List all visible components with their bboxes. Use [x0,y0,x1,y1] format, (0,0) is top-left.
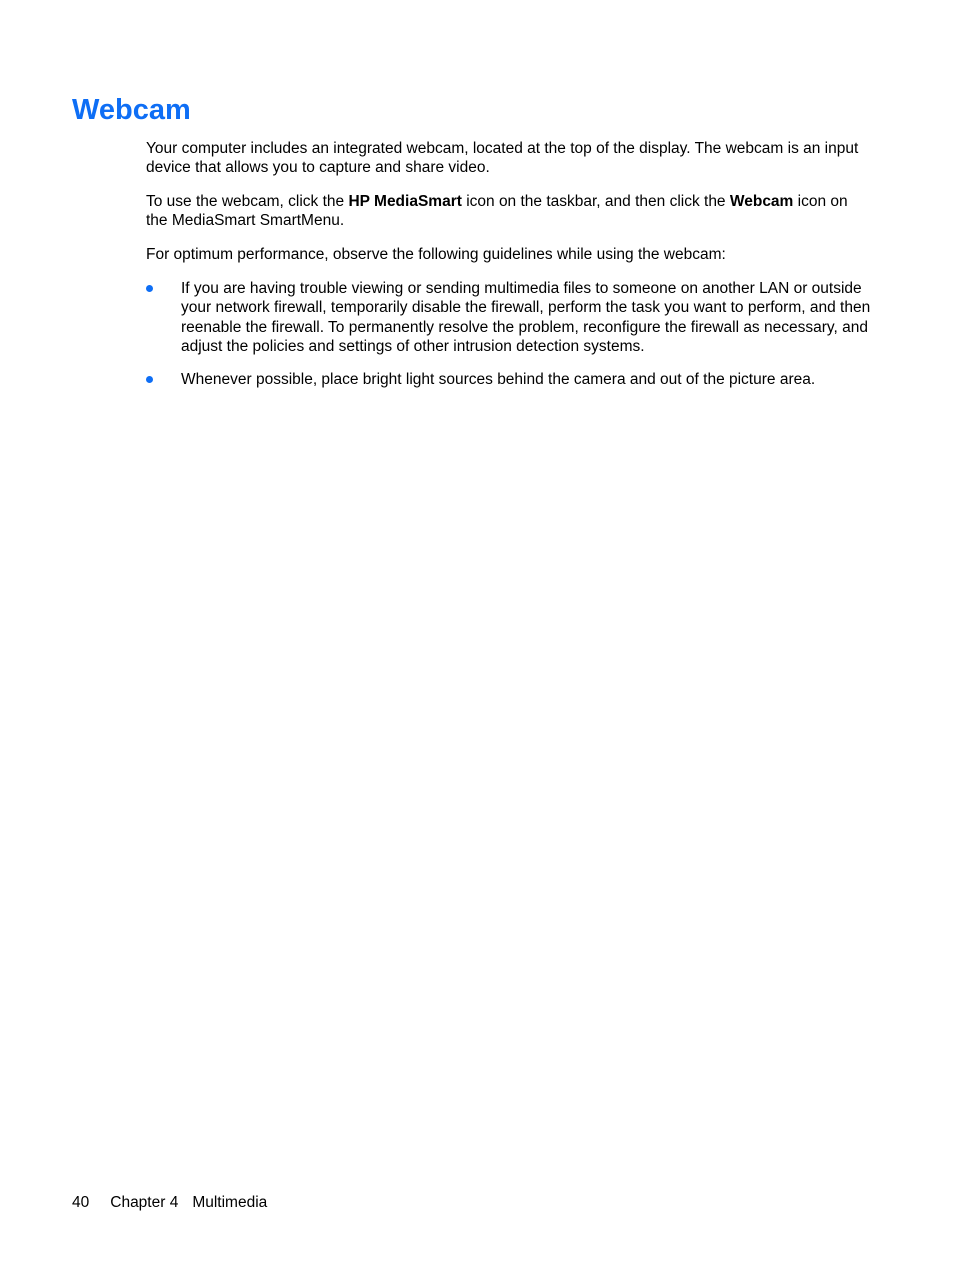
webcam-term: Webcam [729,193,794,210]
bullet-icon [146,285,153,292]
usage-text-1: To use the webcam, click the [146,193,349,210]
hp-mediasmart-term: HP MediaSmart [348,193,462,210]
list-item-text: If you are having trouble viewing or sending multimedia files to someone on another LAN or outside your network firewall, temporarily disable the firewall, perform the task you want to perform, and then reenable the firewall. To permanently resolve the problem, reconfigure the firewall as necessary, and adjust the policies and settings of other intrusion detection systems. [181,280,871,355]
usage-text-3: icon on the MediaSmart SmartMenu. [146,193,848,230]
footer-chapter: Chapter 4 [110,1194,179,1211]
intro-paragraph: Your computer includes an integrated webcam, located at the top of the display. The webcam is an input device that allows you to capture and share video. [146,140,859,177]
bullet-icon [146,376,153,383]
usage-text-2: icon on the taskbar, and then click the [461,193,730,210]
usage-paragraph [146,192,872,231]
guidelines-intro: For optimum performance, observe the following guidelines while using the webcam: [146,246,726,263]
page-heading: Webcam [72,94,191,126]
footer-chapter-title: Multimedia [192,1194,268,1211]
list-item-text: Whenever possible, place bright light sources behind the camera and out of the picture area. [181,371,816,388]
page-footer [72,1193,267,1212]
page-number: 40 [72,1194,90,1211]
